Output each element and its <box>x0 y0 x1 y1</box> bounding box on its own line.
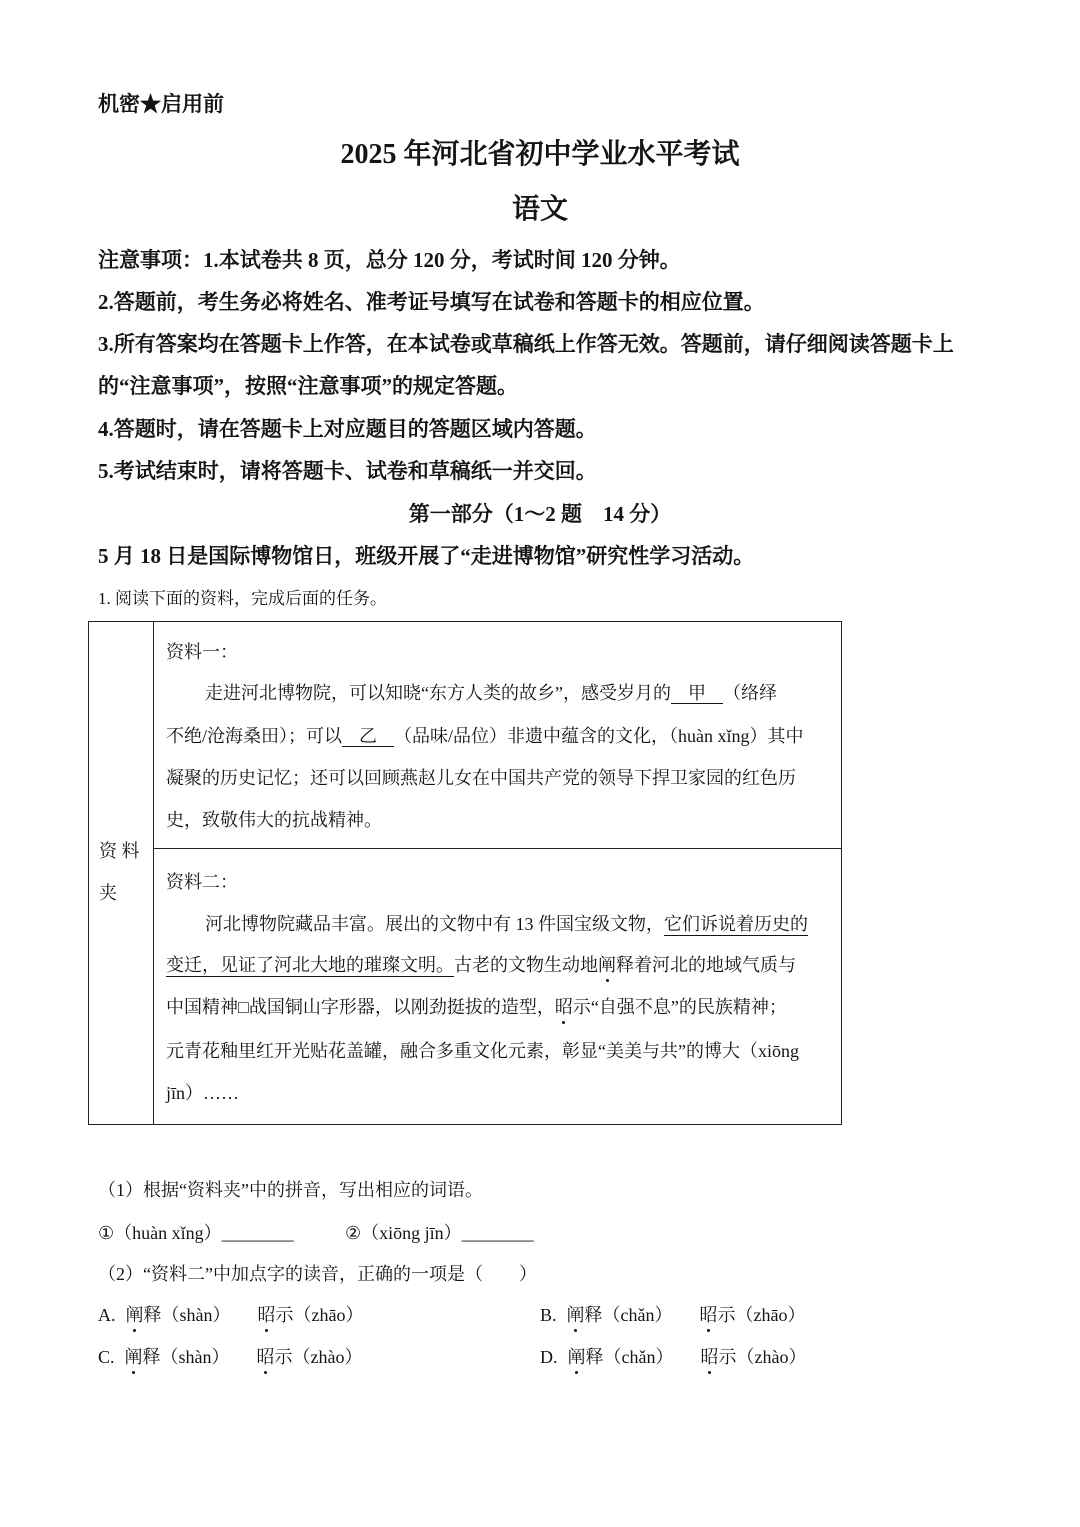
option-pinyin: （shàn） <box>161 1305 231 1325</box>
part-title: 第一部分（1～2 题 14 分） <box>408 502 672 526</box>
dotted-char: 阐 <box>124 1347 143 1367</box>
material2-text: 中国精神□战国铜山字形器，以刚劲挺拔的造型， <box>166 997 555 1017</box>
subquestion2-prompt: （2）“资料二”中加点字的读音，正确的一项是（ ） <box>98 1264 537 1284</box>
intro-text: 5 月 18 日是国际博物馆日，班级开展了“走进博物馆”研究性学习活动。 <box>98 544 755 568</box>
blank-jia: 甲 <box>671 683 723 704</box>
answer-blank-2: ②（xiōng jīn）________ <box>345 1223 534 1243</box>
dotted-char: 阐 <box>566 1305 585 1325</box>
option-pinyin: （zhāo） <box>735 1305 806 1325</box>
option-pinyin: （chǎn） <box>603 1347 674 1367</box>
material1-text: 走进河北博物院，可以知晓“东方人类的故乡”，感受岁月的 <box>205 683 671 703</box>
option-c <box>98 1345 363 1369</box>
option-word: 示 <box>275 1305 294 1325</box>
material1-line <box>205 681 777 705</box>
option-pinyin: （zhào） <box>292 1347 363 1367</box>
option-b <box>540 1303 805 1327</box>
option-pinyin: （chǎn） <box>602 1305 673 1325</box>
material1-line <box>166 724 804 748</box>
option-word: 释 <box>584 1305 603 1325</box>
option-letter: D. <box>540 1347 558 1367</box>
option-word: 释 <box>143 1305 162 1325</box>
option-word: 示 <box>718 1347 737 1367</box>
material2-text: 释着河北的地域气质与 <box>616 955 796 975</box>
material-folder-table <box>88 621 842 1125</box>
dotted-char: 昭 <box>257 1305 276 1325</box>
material2-heading: 资料二： <box>166 872 238 892</box>
dotted-char: 阐 <box>598 955 616 975</box>
answer-blank-1: ①（huàn xǐng）________ <box>98 1223 294 1243</box>
notice-line: 3.所有答案均在答题卡上作答，在本试卷或草稿纸上作答无效。答题前，请仔细阅读答题卡上 <box>98 332 954 356</box>
dotted-char: 昭 <box>699 1305 718 1325</box>
option-letter: A. <box>98 1305 116 1325</box>
dotted-char: 昭 <box>700 1347 719 1367</box>
option-letter: C. <box>98 1347 115 1367</box>
option-a <box>98 1303 363 1327</box>
confidential-mark: 机密★启用前 <box>98 92 224 116</box>
option-pinyin: （zhào） <box>736 1347 807 1367</box>
notice-line: 2.答题前，考生务必将姓名、准考证号填写在试卷和答题卡的相应位置。 <box>98 290 765 314</box>
material1-line: 凝聚的历史记忆；还可以回顾燕赵儿女在中国共产党的领导下捍卫家园的红色历 <box>166 768 796 788</box>
material2-line <box>166 995 787 1019</box>
subject-title: 语文 <box>511 194 568 225</box>
dotted-char: 昭 <box>554 997 573 1017</box>
material1-heading: 资料一： <box>166 642 238 662</box>
material1-text: （品味/品位）非遗中蕴含的文化，（huàn xǐng）其中 <box>394 726 804 746</box>
notice-line: 5.考试结束时，请将答题卡、试卷和草稿纸一并交回。 <box>98 459 597 483</box>
underlined-sentence: 变迁，见证了河北大地的璀璨文明。 <box>166 955 454 975</box>
dotted-char: 阐 <box>567 1347 586 1367</box>
option-d <box>540 1345 806 1369</box>
notice-line: 的“注意事项”，按照“注意事项”的规定答题。 <box>98 374 518 398</box>
option-letter: B. <box>540 1305 557 1325</box>
underlined-sentence: 它们诉说着历史的 <box>664 914 808 934</box>
notice-line: 注意事项：1.本试卷共 8 页，总分 120 分，考试时间 120 分钟。 <box>98 248 681 272</box>
option-word: 释 <box>585 1347 604 1367</box>
material1-line: 史，致敬伟大的抗战精神。 <box>166 810 382 830</box>
dotted-char: 昭 <box>256 1347 275 1367</box>
table-divider-horizontal <box>154 848 841 849</box>
exam-title: 2025 年河北省初中学业水平考试 <box>340 139 740 170</box>
dotted-char: 阐 <box>125 1305 144 1325</box>
subquestion1-prompt: （1）根据“资料夹”中的拼音，写出相应的词语。 <box>98 1180 483 1200</box>
option-word: 示 <box>274 1347 293 1367</box>
material2-line: jīn）…… <box>166 1083 240 1103</box>
material2-line <box>166 953 796 977</box>
blank-yi: 乙 <box>342 726 394 747</box>
material2-line: 元青花釉里红开光贴花盖罐，融合多重文化元素，彰显“美美与共”的博大（xiōng <box>166 1041 799 1061</box>
material2-text: 古老的文物生动地 <box>454 955 598 975</box>
folder-label: 夹 <box>99 883 117 903</box>
material1-text: （络绎 <box>722 683 777 703</box>
option-word: 示 <box>717 1305 736 1325</box>
material2-text: 示“自强不息”的民族精神； <box>572 997 787 1017</box>
notice-line: 4.答题时，请在答题卡上对应题目的答题区域内答题。 <box>98 417 597 441</box>
material2-line <box>205 912 808 936</box>
table-divider-vertical <box>153 622 154 1124</box>
option-pinyin: （shàn） <box>160 1347 230 1367</box>
question1-prompt: 1. 阅读下面的资料，完成后面的任务。 <box>98 589 387 608</box>
material1-text: 不绝/沧海桑田）；可以 <box>166 726 342 746</box>
option-word: 释 <box>142 1347 161 1367</box>
option-pinyin: （zhāo） <box>293 1305 364 1325</box>
folder-label: 资 料 <box>99 841 140 861</box>
material2-text: 河北博物院藏品丰富。展出的文物中有 13 件国宝级文物， <box>205 914 664 934</box>
